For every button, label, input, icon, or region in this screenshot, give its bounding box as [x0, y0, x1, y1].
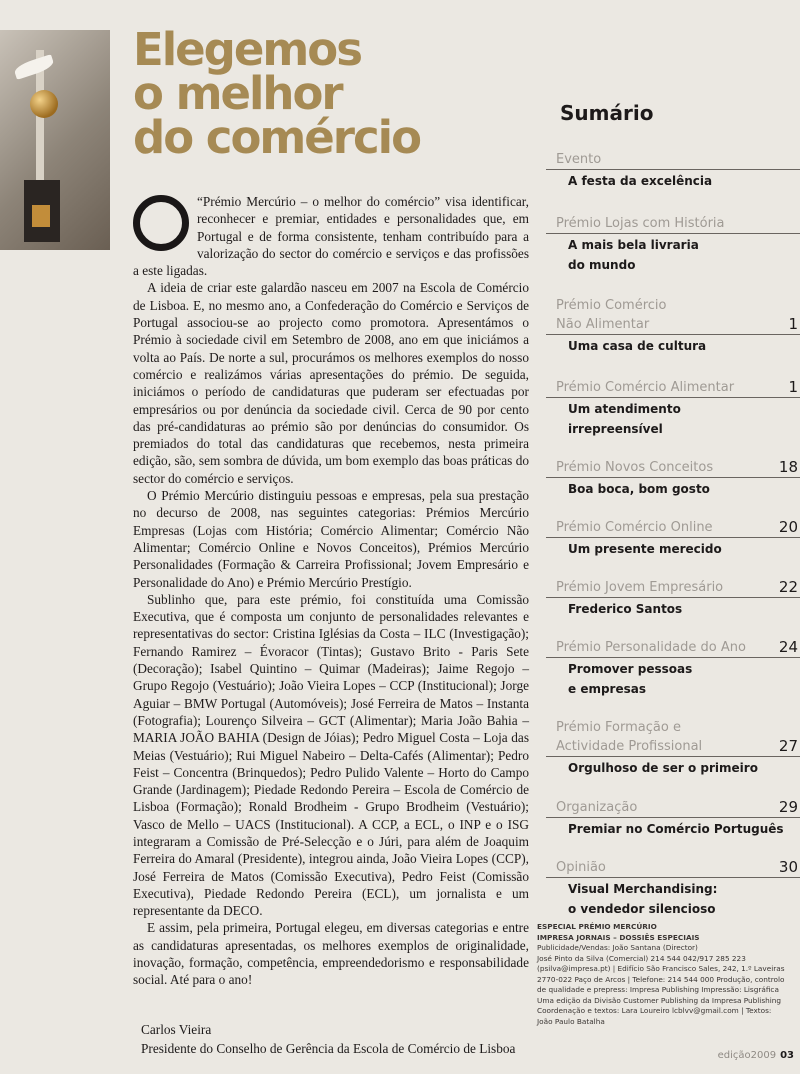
credits-line: Publicidade/Vendas: João Santana (Director) — [537, 943, 698, 952]
toc-category-text: Prémio Novos Conceitos — [556, 460, 714, 475]
toc-entry — [546, 458, 800, 499]
signature — [141, 1020, 531, 1058]
toc-category-text: Actividade Profissional — [556, 739, 703, 754]
article-paragraph-4: Sublinho que, para este prémio, foi constituída uma Comissão Executiva, que é composta um conjunto de personalidades relevantes e representativas do sector: Cristina Iglésias da Costa – ILC (Investigação); Fernando Ramirez – Évoracor (Tintas); Gustavo Brito - Paris Sete (Decoração); Isabel Quintino – Quimar (Madeiras); Jaime Regojo – Grupo Regojo (Vestuário); João Vieira Lopes – CCP (Institucional); Jorge Aguiar – BMW Portugal (Automóveis); José Ferreira de Matos – Instanta (Fotografia); Lourenço Silveira – GCT (Alimentar); Maria João Bahia – MARIA JOÃO BAHIA (Design de Jóias); Pedro Miguel Costa – Loja das Meias (Vestuário); Rui Miguel Nabeiro – Delta-Cafés (Alimentar); Pedro Feist – Concentra (Brinquedos); Pedro Pulido Valente – Horto do Campo Grande (Jardinagem); Piedade Redondo Pereira – Escola de Comércio de Lisboa (Formação); Ronald Brodheim - Grupo Brodheim (Vestuário); Vasco de Mello – UACS (Institucional). A CCP, a ECL, o INP e o ISG integraram a Comissão de Pré-Selecção e o Júri, para além de Joaquim Ferreira do Amaral (Presidente), integrou ainda, João Vieira Lopes (CCP), José Ferreira de Matos (Comissão Executiva), Pedro Feist (Comissão Executiva), Piedade Redondo Pereira (ECL), um jornalista e um representante da DECO. — [133, 591, 529, 919]
article-body — [133, 193, 529, 989]
article-paragraph-3: O Prémio Mercúrio distinguiu pessoas e empresas, pela sua prestação no decurso de 2008, nas seguintes categorias: Prémios Mercúrio Empresas (Lojas com História; Comércio Alimentar; Comércio Não Alimentar; Comércio Online e Novos Conceitos), Prémios Mercúrio Personalidades (Formação & Carreira Profissional; Jovem Empresário e Personalidade do Ano) e Prémio Mercúrio Prestígio. — [133, 488, 529, 590]
toc-category-text: Evento — [556, 152, 602, 167]
credits-line: José Pinto da Silva (Comercial) 214 544 042/917 285 223 — [537, 953, 746, 963]
toc-category-text: Prémio Comércio — [556, 298, 667, 313]
credits-block — [537, 922, 795, 1027]
toc-page-number: 1 — [788, 315, 798, 333]
credits-line: 2770-022 Paço de Arcos | Telefone: 214 544 000 Produção, controlo — [537, 974, 785, 984]
signature-name: Carlos Vieira — [141, 1022, 212, 1037]
toc-page-number: 30 — [778, 858, 798, 876]
toc-page-number: 22 — [778, 578, 798, 596]
toc-page-number: 29 — [778, 798, 798, 816]
toc-category-text: Não Alimentar — [556, 317, 650, 332]
credits-line: Coordenação e textos: Lara Loureiro lcblvv@gmail.com | Textos: — [537, 1006, 772, 1015]
credits-line: ESPECIAL PRÉMIO MERCÚRIO — [537, 922, 657, 931]
article-paragraph-2: A ideia de criar este galardão nasceu em 2007 na Escola de Comércio de Lisboa. E, no mesmo ano, a Confederação do Comércio e Serviços de Portugal associou-se ao projecto como promotora. Apresentámos o Prémio à sociedade civil em Setembro de 2008, ano em que iniciámos a volta ao País. De norte a sul, procurámos os melhores exemplos do nosso comércio e realizámos várias apresentações do prémio. De seguida, iniciámos o período de candidaturas que puderam ser efectuadas por empresários ou por denúncia da sociedade civil. Cerca de 90 por cento das pré-candidaturas ao prémio são por denúncias do consumidor. Os premiados do total das candidaturas que recebemos, nesta primeira edição, são, sem sombra de dúvida, um bom exemplo das boas práticas do sector do comércio e serviços. — [133, 280, 529, 486]
toc-title: A festa da excelência — [568, 174, 713, 188]
toc-category-text: Prémio Comércio Alimentar — [556, 380, 735, 395]
toc-category — [546, 296, 800, 335]
headline-line-1: Elegemos — [133, 23, 362, 76]
toc-title: Orgulhoso de ser o primeiro — [568, 761, 758, 775]
trophy-photo — [0, 30, 110, 250]
dropcap-o — [133, 195, 189, 251]
toc-category — [546, 858, 800, 878]
toc-category — [546, 458, 800, 478]
toc-page-number: 1 — [788, 378, 798, 396]
toc-category — [546, 718, 800, 757]
toc-category-text: Opinião — [556, 860, 606, 875]
toc-entry — [546, 150, 800, 191]
toc-page-number: 24 — [778, 638, 798, 656]
signature-role: Presidente do Conselho de Gerência da Escola de Comércio de Lisboa — [141, 1041, 516, 1056]
toc-category-text: Organização — [556, 800, 638, 815]
toc-title: Visual Merchandising: o vendedor silencioso — [568, 882, 718, 916]
toc-category — [546, 518, 800, 538]
credits-line: Uma edição da Divisão Customer Publishing da Impresa Publishing — [537, 995, 782, 1005]
toc-page-number: 20 — [778, 518, 798, 536]
toc-category-text: Prémio Comércio Online — [556, 520, 713, 535]
toc-entry — [546, 798, 800, 839]
toc-category — [546, 150, 800, 170]
toc-entry — [546, 858, 800, 919]
credits-line: de qualidade e prepress: Impresa Publishing Impressão: Lisgráfica — [537, 985, 779, 994]
toc-entry — [546, 378, 800, 439]
toc-category — [546, 214, 800, 234]
toc-title: Um presente merecido — [568, 542, 722, 556]
article-paragraph-5: E assim, pela primeira, Portugal elegeu, em diversas categorias e entre as candidaturas apresentadas, os melhores exemplos de originalidade, inovação, formação, competência, empreendedorismo e responsabilidade social. Até para o ano! — [133, 920, 529, 988]
article-paragraph-1: “Prémio Mercúrio – o melhor do comércio” visa identificar, reconhecer e premiar, entidades e personalidades que, em Portugal e de forma consistente, tenham contribuído para a valorização do sector do comércio e serviços e das profissões a este ligadas. — [133, 194, 529, 279]
toc-title: Promover pessoas e empresas — [568, 662, 693, 696]
toc-category — [546, 798, 800, 818]
toc-entry — [546, 296, 800, 356]
footer-edition: edição2009 — [717, 1050, 777, 1061]
headline-line-3: do comércio — [133, 111, 421, 164]
toc-category-text: Prémio Lojas com História — [556, 216, 725, 231]
toc-title: Um atendimento irrepreensível — [568, 402, 681, 436]
toc-page-number: 27 — [778, 737, 798, 755]
toc-title: Frederico Santos — [568, 602, 683, 616]
toc-entry — [546, 518, 800, 559]
toc-page-number: 18 — [778, 458, 798, 476]
headline — [133, 23, 473, 164]
toc-entry — [546, 578, 800, 619]
toc-category — [546, 378, 800, 398]
toc-category — [546, 638, 800, 658]
toc-title: A mais bela livraria do mundo — [568, 238, 699, 272]
toc-category-text: Prémio Jovem Empresário — [556, 580, 724, 595]
credits-line: IMPRESA JORNAIS – DOSSIÊS ESPECIAIS — [537, 932, 700, 942]
page-number: 03 — [780, 1050, 794, 1061]
sumario-title: Sumário — [560, 101, 654, 125]
toc-category-text: Prémio Personalidade do Ano — [556, 640, 746, 655]
toc-category — [546, 578, 800, 598]
credits-line: João Paulo Batalha — [537, 1016, 605, 1026]
toc-title: Premiar no Comércio Português — [568, 822, 784, 836]
credits-line: (psilva@impresa.pt) | Edifício São Francisco Sales, 242, 1.º Laveiras — [537, 964, 785, 973]
toc-category-text: Prémio Formação e — [556, 720, 681, 735]
toc-entry — [546, 718, 800, 778]
toc-entry — [546, 638, 800, 699]
toc-title: Boa boca, bom gosto — [568, 482, 710, 496]
page-footer — [718, 1050, 794, 1061]
toc-title: Uma casa de cultura — [568, 339, 707, 353]
toc-entry — [546, 214, 800, 275]
headline-line-2: o melhor — [133, 67, 342, 120]
